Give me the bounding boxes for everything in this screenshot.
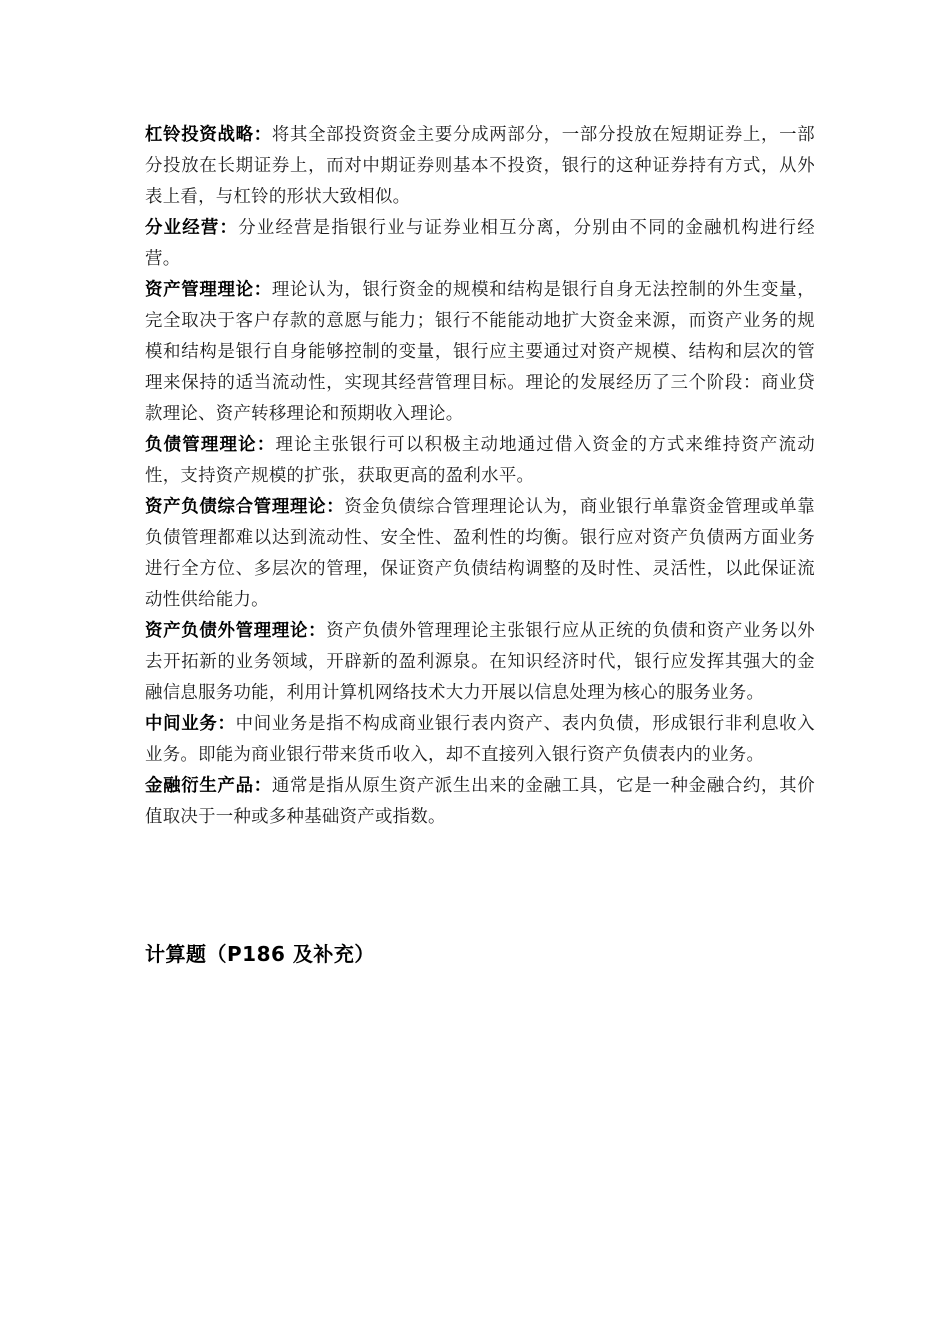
glossary-entry-barbell-strategy [145, 120, 815, 213]
glossary-term: 中间业务： [145, 714, 236, 734]
glossary-term: 资产负债外管理理论： [145, 621, 327, 641]
glossary-term: 分业经营： [145, 218, 239, 238]
glossary-term: 资产负债综合管理理论： [145, 497, 345, 517]
glossary-entry-liability-management-theory [145, 430, 815, 492]
glossary-definition: 分业经营是指银行业与证券业相互分离，分别由不同的金融机构进行经营。 [145, 218, 815, 269]
glossary-term: 金融衍生产品： [145, 776, 272, 796]
glossary-term: 杠铃投资战略： [145, 125, 272, 145]
glossary-definition: 通常是指从原生资产派生出来的金融工具，它是一种金融合约，其价值取决于一种或多种基础资产或指数。 [145, 776, 815, 827]
glossary-entry-asset-management-theory [145, 275, 815, 430]
section-heading: 计算题（P186 及补充） [145, 942, 375, 966]
glossary-definition: 资产负债外管理理论主张银行应从正统的负债和资产业务以外去开拓新的业务领域，开辟新的盈利源泉。在知识经济时代，银行应发挥其强大的金融信息服务功能，利用计算机网络技术大力开展以信息处理为核心的服务业务。 [145, 621, 815, 703]
glossary-entry-asset-liability-theory [145, 492, 815, 616]
glossary-entry-intermediary-business [145, 709, 815, 771]
glossary-entry-off-balance-theory [145, 616, 815, 709]
glossary-body [145, 120, 815, 833]
glossary-entry-financial-derivatives [145, 771, 815, 833]
glossary-definition: 理论认为，银行资金的规模和结构是银行自身无法控制的外生变量，完全取决于客户存款的意愿与能力；银行不能能动地扩大资金来源，而资产业务的规模和结构是银行自身能够控制的变量，银行应主要通过对资产规模、结构和层次的管理来保持的适当流动性，实现其经营管理目标。理论的发展经历了三个阶段：商业贷款理论、资产转移理论和预期收入理论。 [145, 280, 815, 424]
glossary-term: 资产管理理论： [145, 280, 272, 300]
glossary-entry-separate-operation [145, 213, 815, 275]
glossary-definition: 理论主张银行可以积极主动地通过借入资金的方式来维持资产流动性，支持资产规模的扩张，获取更高的盈利水平。 [145, 435, 815, 486]
glossary-definition: 中间业务是指不构成商业银行表内资产、表内负债，形成银行非利息收入业务。即能为商业银行带来货币收入，却不直接列入银行资产负债表内的业务。 [145, 714, 815, 765]
glossary-term: 负债管理理论： [145, 435, 276, 455]
glossary-definition: 资金负债综合管理理论认为，商业银行单靠资金管理或单靠负债管理都难以达到流动性、安全性、盈利性的均衡。银行应对资产负债两方面业务进行全方位、多层次的管理，保证资产负债结构调整的及时性、灵活性，以此保证流动性供给能力。 [145, 497, 815, 610]
glossary-definition: 将其全部投资资金主要分成两部分，一部分投放在短期证券上，一部分投放在长期证券上，而对中期证券则基本不投资，银行的这种证券持有方式，从外表上看，与杠铃的形状大致相似。 [145, 125, 815, 207]
